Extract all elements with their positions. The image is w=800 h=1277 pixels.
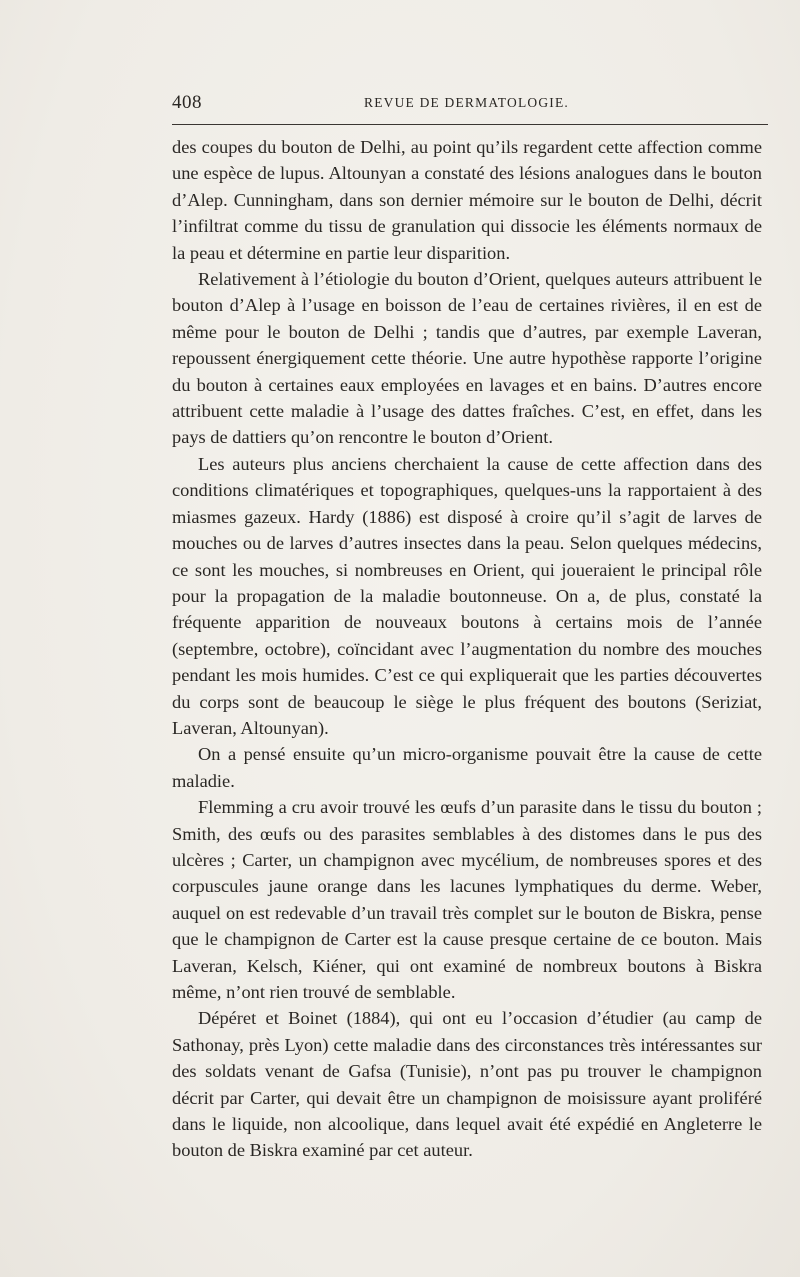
body-text <box>172 134 762 1164</box>
paragraph: Relativement à l’étiologie du bouton d’Orient, quelques auteurs attribuent le bouton d’Alep à l’usage en boisson de l’eau de certaines rivières, il en est de même pour le bouton de Delhi ; tandis que d’autres, par exemple Laveran, repoussent énergiquement cette théorie. Une autre hypothèse rapporte l’origine du bouton à certaines eaux employées en lavages et en bains. D’autres encore attribuent cette maladie à l’usage des dattes fraîches. C’est, en effet, dans les pays de dattiers qu’on rencontre le bouton d’Orient. <box>172 269 762 448</box>
paragraph: des coupes du bouton de Delhi, au point qu’ils regardent cette affection comme une espèce de lupus. Altounyan a constaté des lésions analogues dans le bouton d’Alep. Cunningham, dans son dernier mémoire sur le bouton de Delhi, décrit l’infiltrat comme du tissu de granulation qui dissocie les éléments normaux de la peau et détermine en partie leur disparition. <box>172 137 762 263</box>
paragraph: Dépéret et Boinet (1884), qui ont eu l’occasion d’étudier (au camp de Sathonay, près Lyon) cette maladie dans des circonstances très intéressantes sur des soldats venant de Gafsa (Tunisie), n’ont pas pu trouver le champignon décrit par Carter, qui devait être un champignon de moisissure ayant proliféré dans le liquide, non alcoolique, dans lequel avait été expédié en Angleterre le bouton de Biskra examiné par cet auteur. <box>172 1008 762 1161</box>
page-number: 408 <box>172 92 202 113</box>
journal-title: REVUE DE DERMATOLOGIE. <box>364 95 570 110</box>
paragraph: Les auteurs plus anciens cherchaient la cause de cette affection dans des conditions climatériques et topographiques, quelques-uns la rapportaient à des miasmes gazeux. Hardy (1886) est disposé à croire qu’il s’agit de larves de mouches ou de larves d’autres insectes dans la peau. Selon quelques médecins, ce sont les mouches, si nombreuses en Orient, qui joueraient le principal rôle pour la propagation de la maladie boutonneuse. On a, de plus, constaté la fréquente apparition de nouveaux boutons à certains mois de l’année (septembre, octobre), coïncidant avec l’augmentation du nombre des mouches pendant les mois humides. C’est ce qui expliquerait que les parties découvertes du corps sont de beaucoup le siège le plus fréquent des boutons (Seriziat, Laveran, Altounyan). <box>172 453 762 738</box>
paragraph: On a pensé ensuite qu’un micro-organisme pouvait être la cause de cette maladie. <box>172 744 762 791</box>
header-rule <box>172 124 768 125</box>
paragraph: Flemming a cru avoir trouvé les œufs d’un parasite dans le tissu du bouton ; Smith, des œufs ou des parasites semblables à des distomes dans le pus des ulcères ; Carter, un champignon avec mycélium, de nombreuses spores et des corpuscules jaune orange dans les lacunes lymphatiques du derme. Weber, auquel on est redevable d’un travail très complet sur le bouton de Biskra, pense que le champignon de Carter est la cause presque certaine de ce bouton. Mais Laveran, Kelsch, Kiéner, qui ont examiné de nombreux boutons à Biskra même, n’ont rien trouvé de semblable. <box>172 797 762 1002</box>
running-head <box>172 92 768 114</box>
